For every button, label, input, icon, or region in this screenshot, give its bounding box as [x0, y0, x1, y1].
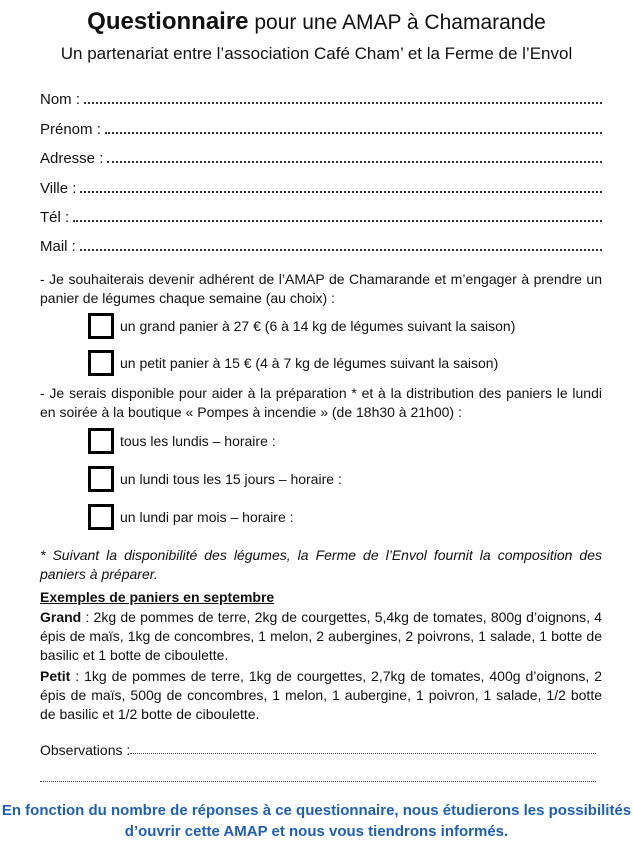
example-grand [40, 608, 602, 665]
adhesion-text: - Je souhaiterais devenir adhérent de l’AMAP de Chamarande et m’engager à prendre un panier de légumes chaque semaine (au choix) : [40, 271, 602, 306]
page-subtitle: Un partenariat entre l’association Café Cham’ et la Ferme de l’Envol [60, 44, 573, 63]
option-label-par-mois: un lundi par mois – horaire : [120, 509, 294, 525]
option-label-tous-les-lundis: tous les lundis – horaire : [120, 433, 276, 449]
page-title [0, 8, 633, 36]
option-15-jours[interactable] [88, 464, 342, 494]
checkbox-15-jours[interactable] [88, 466, 114, 492]
field-nom[interactable] [40, 86, 602, 108]
option-label-grand-panier: un grand panier à 27 € (6 à 14 kg de légumes suivant la saison) [120, 318, 516, 334]
field-ville[interactable] [40, 175, 602, 197]
checkbox-grand-panier[interactable] [88, 313, 114, 339]
example-grand-label: Grand [40, 609, 82, 625]
option-tous-les-lundis[interactable] [88, 426, 276, 456]
checkbox-petit-panier[interactable] [88, 350, 114, 376]
field-tel[interactable] [40, 204, 602, 226]
footer-notice: En fonction du nombre de réponses à ce questionnaire, nous étudierons les possibilités d’ouvrir cette AMAP et nous vous tiendrons informés. [1, 802, 632, 840]
field-label-ville: Ville : [40, 180, 77, 197]
field-line-ville[interactable] [80, 191, 602, 193]
field-prenom[interactable] [40, 116, 602, 138]
option-petit-panier[interactable] [88, 348, 498, 378]
title-rest: pour une AMAP à Chamarande [248, 11, 546, 34]
note-text: * Suivant la disponibilité des légumes, la Ferme de l’Envol fournit la composition des paniers à préparer. [40, 547, 602, 582]
checkbox-tous-les-lundis[interactable] [88, 428, 114, 454]
field-line-mail[interactable] [80, 249, 602, 251]
checkbox-par-mois[interactable] [88, 504, 114, 530]
field-label-tel: Tél : [40, 209, 70, 226]
observations-field[interactable] [40, 740, 596, 758]
field-label-nom: Nom : [40, 91, 81, 108]
field-line-prenom[interactable] [105, 132, 602, 134]
field-label-prenom: Prénom : [40, 121, 101, 138]
option-par-mois[interactable] [88, 502, 294, 532]
observations-line-1[interactable] [130, 753, 596, 754]
example-petit [40, 667, 602, 724]
observations-label: Observations : [40, 742, 131, 758]
examples-title: Exemples de paniers en septembre [40, 589, 275, 605]
option-grand-panier[interactable] [88, 311, 515, 341]
observations-line-2-dots[interactable] [40, 781, 596, 782]
observations-line-2[interactable] [40, 768, 596, 786]
example-grand-text: : 2kg de pommes de terre, 2kg de courgettes, 5,4kg de tomates, 800g d’oignons, 4 épis de maïs, 1kg de concombres, 1 melon, 2 aubergines, 2 poivrons, 1 salade, 1 botte de basilic et 1 botte de ciboulette. [40, 609, 602, 663]
disponibilite-text: - Je serais disponible pour aider à la préparation * et à la distribution des paniers le lundi en soirée à la boutique « Pompes à incendie » (de 18h30 à 21h00) : [40, 385, 602, 420]
field-label-adresse: Adresse : [40, 150, 104, 167]
field-adresse[interactable] [40, 145, 602, 167]
field-mail[interactable] [40, 233, 602, 255]
option-label-petit-panier: un petit panier à 15 € (4 à 7 kg de légumes suivant la saison) [120, 355, 499, 371]
field-line-adresse[interactable] [107, 161, 602, 163]
field-line-nom[interactable] [84, 102, 602, 104]
title-bold: Questionnaire [87, 8, 249, 35]
field-label-mail: Mail : [40, 238, 76, 255]
example-petit-label: Petit [40, 668, 71, 684]
option-label-15-jours: un lundi tous les 15 jours – horaire : [120, 471, 342, 487]
example-petit-text: : 1kg de pommes de terre, 1kg de courgettes, 2,7kg de tomates, 400g d’oignons, 2 épis de maïs, 500g de concombres, 1 melon, 1 aubergine, 1 poivron, 1 salade, 1/2 botte de basilic et 1/2 botte de ciboulette. [40, 668, 602, 722]
field-line-tel[interactable] [73, 220, 602, 222]
